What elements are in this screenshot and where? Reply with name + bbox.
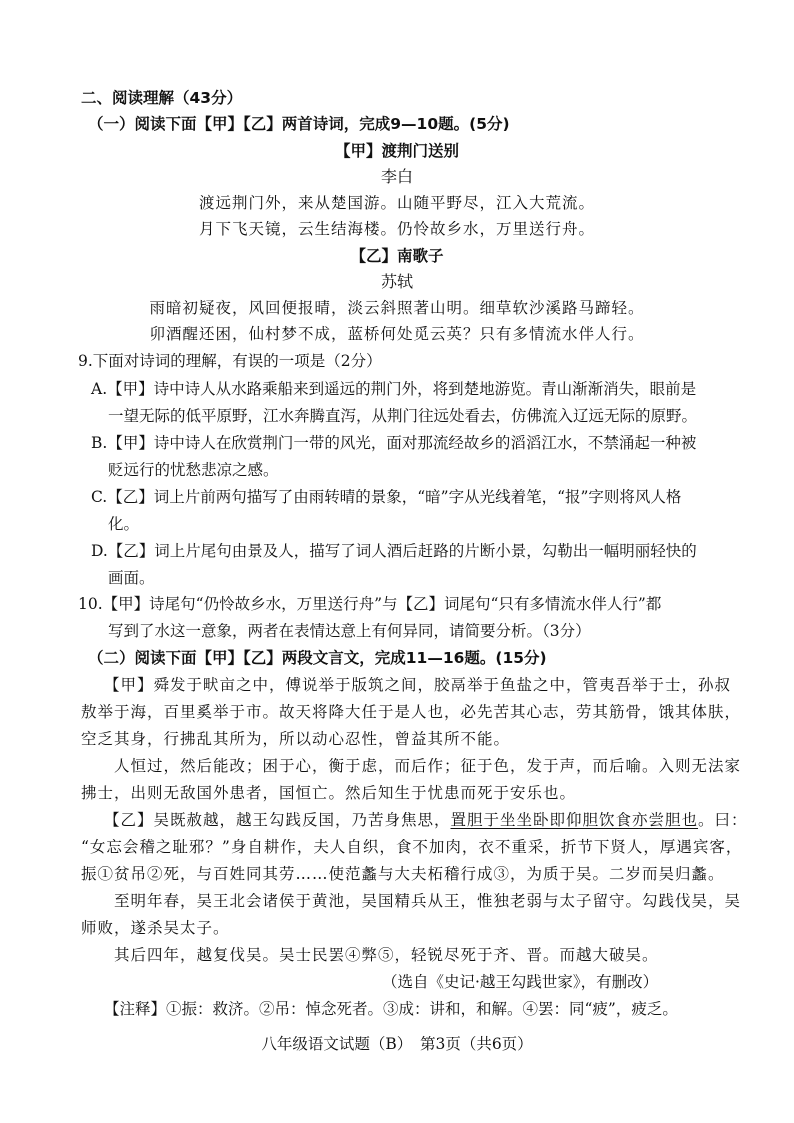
text-b-line-3: 振①贫吊②死，与百姓同其劳……使范蠡与大夫柘稽行成③，为质于吴。二岁而吴归蠡。 — [81, 865, 725, 883]
text-b-line-1 — [104, 810, 748, 830]
q9-option-d-cont: 画面。 — [108, 569, 155, 587]
q9-option-a-cont: 一望无际的低平原野，江水奔腾直泻，从荆门往远处看去，仿佛流入辽远无际的原野。 — [108, 407, 698, 425]
page-footer: 八年级语文试题（B） 第3页（共6页） — [261, 1035, 533, 1053]
q9-option-d: D.【乙】词上片尾句由景及人，描写了词人酒后赶路的片断小景，勾勒出一幅明丽轻快的 — [91, 542, 697, 560]
text-a-line-1: 【甲】舜发于畎亩之中，傅说举于版筑之间，胶鬲举于鱼盐之中，管夷吾举于士，孙叔 — [104, 676, 732, 694]
q10-line-2: 写到了水这一意象，两者在表情达意上有何异同，请简要分析。（3分） — [108, 622, 591, 640]
text-a-line-2: 敖举于海，百里奚举于市。故天将降大任于是人也，必先苦其心志，劳其筋骨，饿其体肤， — [81, 703, 742, 721]
annotations: 【注释】①振：救济。②吊：悼念死者。③成：讲和，和解。④罢：同“疲”，疲乏。 — [104, 1000, 678, 1018]
text-b-line-4: 至明年春，吴王北会诸侯于黄池，吴国精兵从王，惟独老弱与太子留守。勾践伐吴，吴 — [114, 892, 742, 910]
section-title: 二、阅读理解（43分） — [81, 89, 243, 107]
poem-b-line-2: 卯酒醒还困，仙村梦不成，蓝桥何处觅云英？只有多情流水伴人行。 — [149, 325, 645, 343]
q10-line-1: 10.【甲】诗尾句“仍怜故乡水，万里送行舟”与【乙】词尾句“只有多情流水伴人行”都 — [78, 595, 662, 613]
q9-option-c: C.【乙】词上片前两句描写了由雨转晴的景象，“暗”字从光线着笔，“报”字则将风人格 — [91, 488, 682, 506]
text-b-line-5: 师败，遂杀吴太子。 — [81, 919, 230, 937]
text-a-line-3: 空乏其身，行拂乱其所为，所以动心忍性，曾益其所不能。 — [81, 730, 511, 748]
text-a-line-4: 人恒过，然后能改；困于心，衡于虑，而后作；征于色，发于声，而后喻。入则无法家 — [114, 757, 742, 775]
text-b-underlined-sentence: 置胆于坐坐卧即仰胆饮食亦尝胆也 — [450, 811, 699, 829]
poem-a-line-1: 渡远荆门外，来从楚国游。山随平野尽，江入大荒流。 — [198, 194, 595, 212]
part2-instruction: （二）阅读下面【甲】【乙】两段文言文，完成11—16题。(15分) — [88, 649, 547, 667]
text-b-line-1-pre: 【乙】吴既赦越，越王勾践反国，乃苦身焦思， — [104, 811, 451, 829]
text-b-line-1-post: 。曰： — [698, 811, 748, 829]
poem-a-author: 李白 — [380, 167, 413, 186]
q9-option-b-cont: 贬远行的忧愁悲凉之感。 — [108, 461, 279, 479]
text-a-line-5: 拂士，出则无敌国外患者，国恒亡。然后知生于忧患而死于安乐也。 — [81, 784, 577, 802]
poem-b-author: 苏轼 — [380, 272, 413, 291]
q9-stem: 9.下面对诗词的理解，有误的一项是（2分） — [78, 352, 382, 370]
q9-option-a: A.【甲】诗中诗人从水路乘船来到遥远的荆门外，将到楚地游览。青山渐渐消失，眼前是 — [91, 380, 697, 398]
text-b-line-2: “女忘会稽之耻邪？”身自耕作，夫人自织，食不加肉，衣不重采，折节下贤人，厚遇宾客， — [81, 838, 743, 856]
text-b-source: （选自《史记·越王勾践世家》，有删改） — [382, 973, 659, 991]
q9-option-b: B.【甲】诗中诗人在欣赏荆门一带的风光，面对那流经故乡的滔滔江水，不禁涌起一种被 — [91, 434, 697, 452]
poem-a-title: 【甲】渡荆门送别 — [334, 142, 459, 160]
text-b-line-6: 其后四年，越复伐吴。吴士民罢④弊⑤，轻锐尽死于齐、晋。而越大破吴。 — [114, 946, 659, 964]
q9-option-c-cont: 化。 — [108, 515, 140, 533]
part1-instruction: （一）阅读下面【甲】【乙】两首诗词，完成9—10题。(5分) — [88, 115, 510, 133]
poem-a-line-2: 月下飞天镜，云生结海楼。仍怜故乡水，万里送行舟。 — [198, 220, 595, 238]
poem-b-line-1: 雨暗初疑夜，风回便报晴，淡云斜照著山明。细草软沙溪路马蹄轻。 — [149, 299, 645, 317]
poem-b-title: 【乙】南歌子 — [350, 247, 444, 265]
